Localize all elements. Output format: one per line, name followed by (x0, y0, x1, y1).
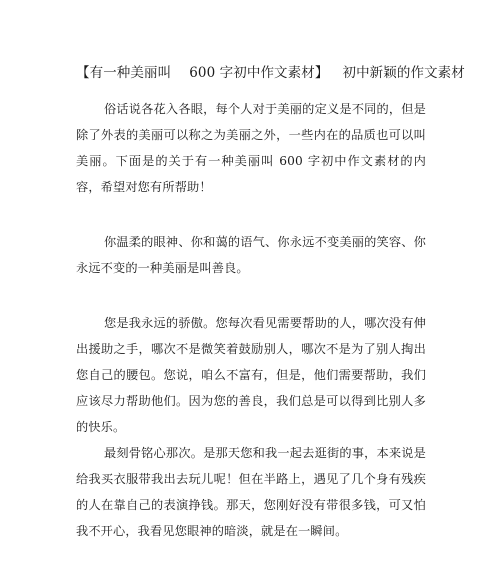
title-part-1: 【有一种美丽叫 (76, 65, 172, 81)
paragraph-pride: 您是我永远的骄傲。您每次看见需要帮助的人，哪次没有伸出援助之手，哪次不是微笑着鼓励别人，哪次不是为了别人掏出您自己的腰包。您说，咱么不富有，但是，他们需要帮助，我们应该尽力帮助他们。因为您的善良，我们总是可以得到比别人多的快乐。 (76, 316, 426, 434)
paragraph-kindness: 你温柔的眼神、你和蔼的语气、你永远不变美丽的笑容、你永远不变的一种美丽是叫善良。 (76, 235, 426, 275)
title-part-2: 600 字初中作文素材】 (189, 65, 329, 81)
paragraph-intro: 俗话说各花入各眼，每个人对于美丽的定义是不同的，但是除了外表的美丽可以称之为美丽之外，一些内在的品质也可以叫美丽。下面是的关于有一种美丽叫 600 字初中作文素材的内容，希望对您有所帮助！ (76, 102, 426, 194)
document-title (76, 64, 476, 82)
paragraph-memory: 最刻骨铭心那次。是那天您和我一起去逛街的事，本来说是给我买衣服带我出去玩儿呢！但在半路上，遇见了几个身有残疾的人在靠自己的表演挣钱。那天，您刚好没有带很多钱，可又怕我不开心，我看见您眼神的暗淡，就是在一瞬间。 (76, 446, 426, 538)
title-part-3: 初中新颖的作文素材 (342, 65, 465, 81)
